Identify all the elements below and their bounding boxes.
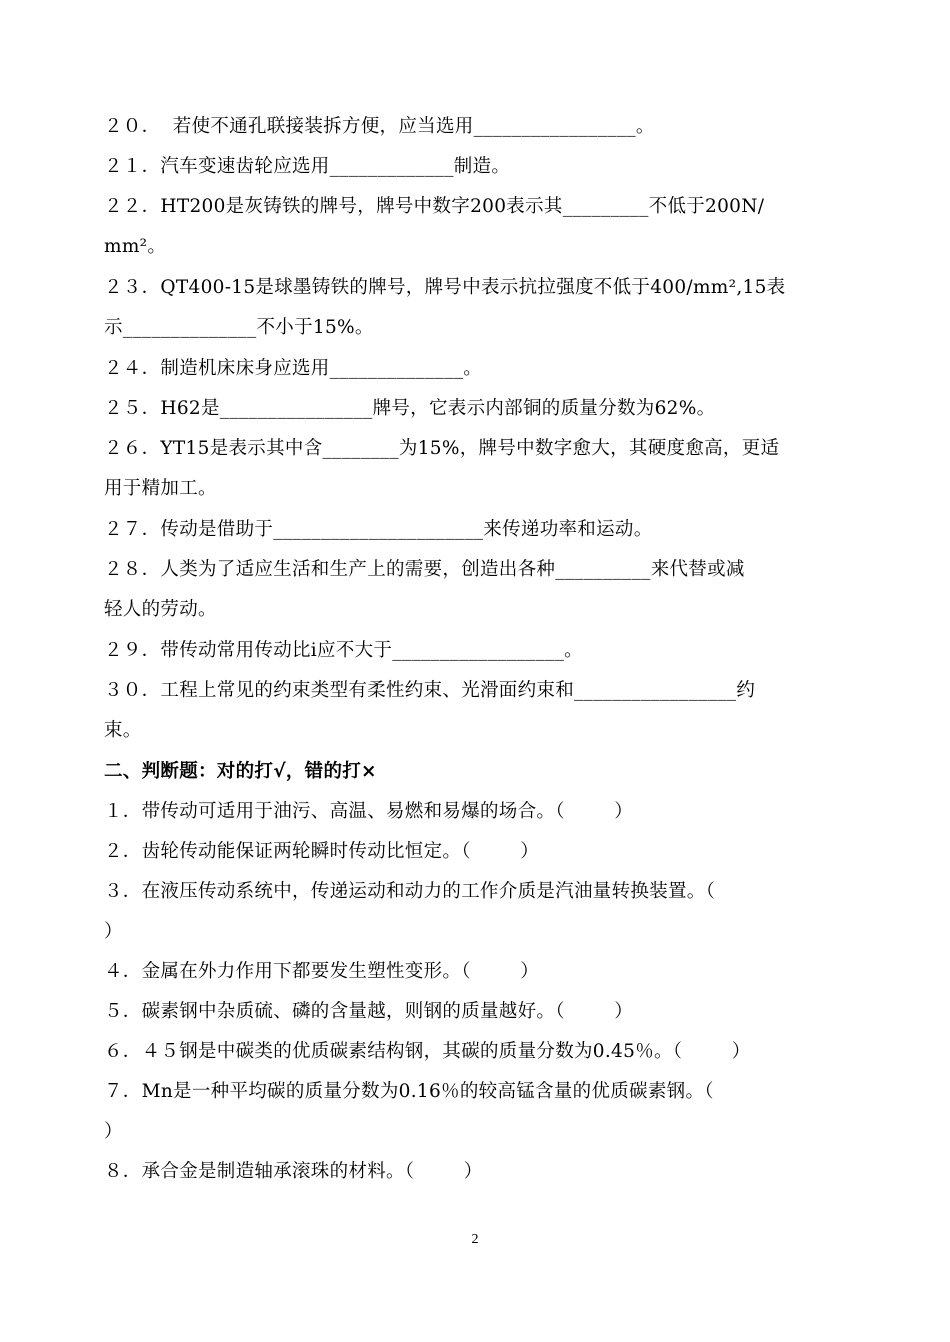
judge-4: ４．金属在外力作用下都要发生塑性变形。（ ）: [104, 961, 539, 982]
question-20: ２０． 若使不通孔联接装拆方便，应当选用_________________。: [104, 116, 655, 137]
judge-2: ２．齿轮传动能保证两轮瞬时传动比恒定。（ ）: [104, 841, 539, 862]
page-number: 2: [471, 1232, 479, 1247]
question-21: ２１．汽车变速齿轮应选用_____________制造。: [104, 156, 511, 177]
judge-3: ３．在液压传动系统中，传递运动和动力的工作介质是汽油量转换装置。（: [104, 881, 716, 902]
judge-1: １．带传动可适用于油污、高温、易燃和易爆的场合。（ ）: [104, 801, 633, 822]
judge-7: ７．Mn是一种平均碳的质量分数为0.16％的较高锰含量的优质碳素钢。（: [104, 1081, 714, 1102]
question-25: ２５．H62是________________牌号，它表示内部铜的质量分数为62%。: [104, 398, 716, 419]
question-29: ２９．带传动常用传动比i应不大于__________________。: [104, 640, 583, 661]
judge-8: ８．承合金是制造轴承滚珠的材料。（ ）: [104, 1161, 483, 1182]
question-26-cont: 用于精加工。: [104, 478, 217, 499]
judge-7-cont: ）: [104, 1121, 123, 1142]
question-22-cont: mm²。: [104, 236, 167, 257]
question-30-cont: 束。: [104, 720, 142, 741]
judge-6: ６．４５钢是中碳类的优质碳素结构钢，其碳的质量分数为0.45％。（ ）: [104, 1041, 751, 1062]
judge-3-cont: ）: [104, 921, 123, 942]
question-28: ２８．人类为了适应生活和生产上的需要，创造出各种__________来代替或减: [104, 559, 745, 580]
question-27: ２７．传动是借助于______________________来传递功率和运动。: [104, 519, 653, 540]
question-26: ２６．YT15是表示其中含________为15%，牌号中数字愈大，其硬度愈高，更适: [104, 438, 780, 459]
question-23-cont: 示______________不小于15%。: [104, 317, 374, 338]
question-24: ２４．制造机床床身应选用______________。: [104, 358, 483, 379]
question-22: ２２．HT200是灰铸铁的牌号，牌号中数字200表示其_________不低于200N/: [104, 196, 765, 217]
question-23: ２３．QT400-15是球墨铸铁的牌号，牌号中表示抗拉强度不低于400/mm²,15表: [104, 277, 786, 298]
question-30: ３０．工程上常见的约束类型有柔性约束、光滑面约束和_________________约: [104, 680, 756, 701]
judge-5: ５．碳素钢中杂质硫、磷的含量越，则钢的质量越好。（ ）: [104, 1001, 633, 1022]
question-28-cont: 轻人的劳动。: [104, 599, 217, 620]
section-title: 二、判断题：对的打√，错的打×: [104, 761, 377, 782]
